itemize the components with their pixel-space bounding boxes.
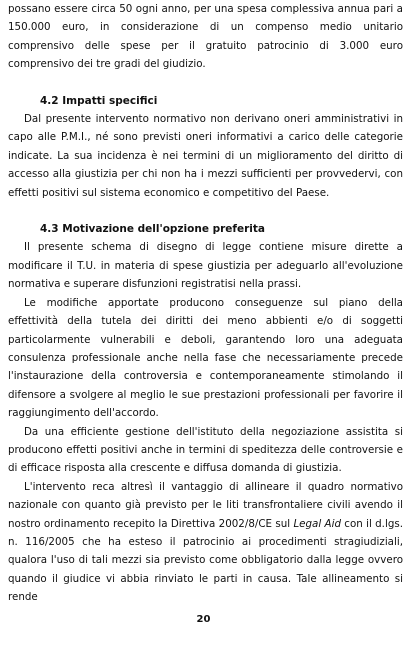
section-heading-4-2: 4.2 Impatti specifici xyxy=(40,94,158,107)
section-heading-4-3: 4.3 Motivazione dell'opzione preferita xyxy=(40,223,265,236)
section-4-3-paragraph-2: Le modifiche apportate producono conseguenze sul piano della effettività della tutela dei diritti dei meno abbienti e/o di soggetti particolarmente vulnerabili e deboli, garantendo loro una adeguata consulenza professionale anche nella fase che necessariamente precede l'instaurazione della controversia e contemporaneamente stimolando il difensore a svolgere al meglio le sue prestazioni professionali per favorire il raggiungimento dell'accordo. xyxy=(8,296,403,420)
paragraph-4-text-part-2: con il d.lgs. n. 116/2005 che ha esteso il patrocinio ai procedimenti stragiudiziali, qualora l'uso di tali mezzi sia previsto come obbligatorio dalla legge ovvero quando il giudice vi abbia rinviato le parti in causa. Tale allineamento si rende xyxy=(8,517,403,604)
page-number: 20 xyxy=(196,614,211,625)
section-4-3-paragraph-1: Il presente schema di disegno di legge contiene misure dirette a modificare il T.U. in materia di spese giustizia per adeguarlo all'evoluzione normativa e superare disfunzioni registratisi nella prassi. xyxy=(8,241,403,291)
document-body xyxy=(8,0,403,607)
opening-paragraph: possano essere circa 50 ogni anno, per una spesa complessiva annua pari a 150.000 euro, in considerazione di un compenso medio unitario comprensivo delle spese per il gratuito patrocinio di 3.000 euro comprensivo dei tre gradi del giudizio. xyxy=(8,3,403,71)
paragraph-4-text-part-1: L'intervento reca altresì il vantaggio di allineare il quadro normativo nazionale con quanto già previsto per le liti transfrontaliere civili avendo il nostro ordinamento recepito la Direttiva 2002/8/CE sul xyxy=(8,480,403,530)
section-4-2-paragraph: Dal presente intervento normativo non derivano oneri amministrativi in capo alle P.M.I., né sono previsti oneri informativi a carico delle categorie indicate. La sua incidenza è nei termini di un miglioramento del diritto di accesso alla giustizia per chi non ha i mezzi sufficienti per provvedervi, con effetti positivi sul sistema economico e competitivo del Paese. xyxy=(8,113,403,199)
section-4-3-paragraph-4 xyxy=(8,478,403,607)
section-spacer xyxy=(8,202,403,220)
legal-aid-term: Legal Aid xyxy=(293,517,341,530)
section-4-3-paragraph-3: Da una efficiente gestione dell'istituto della negoziazione assistita si producono effetti positivi anche in termini di speditezza delle controversie e di efficace risposta alla crescente e diffusa domanda di giustizia. xyxy=(8,425,403,475)
section-spacer xyxy=(8,74,403,92)
